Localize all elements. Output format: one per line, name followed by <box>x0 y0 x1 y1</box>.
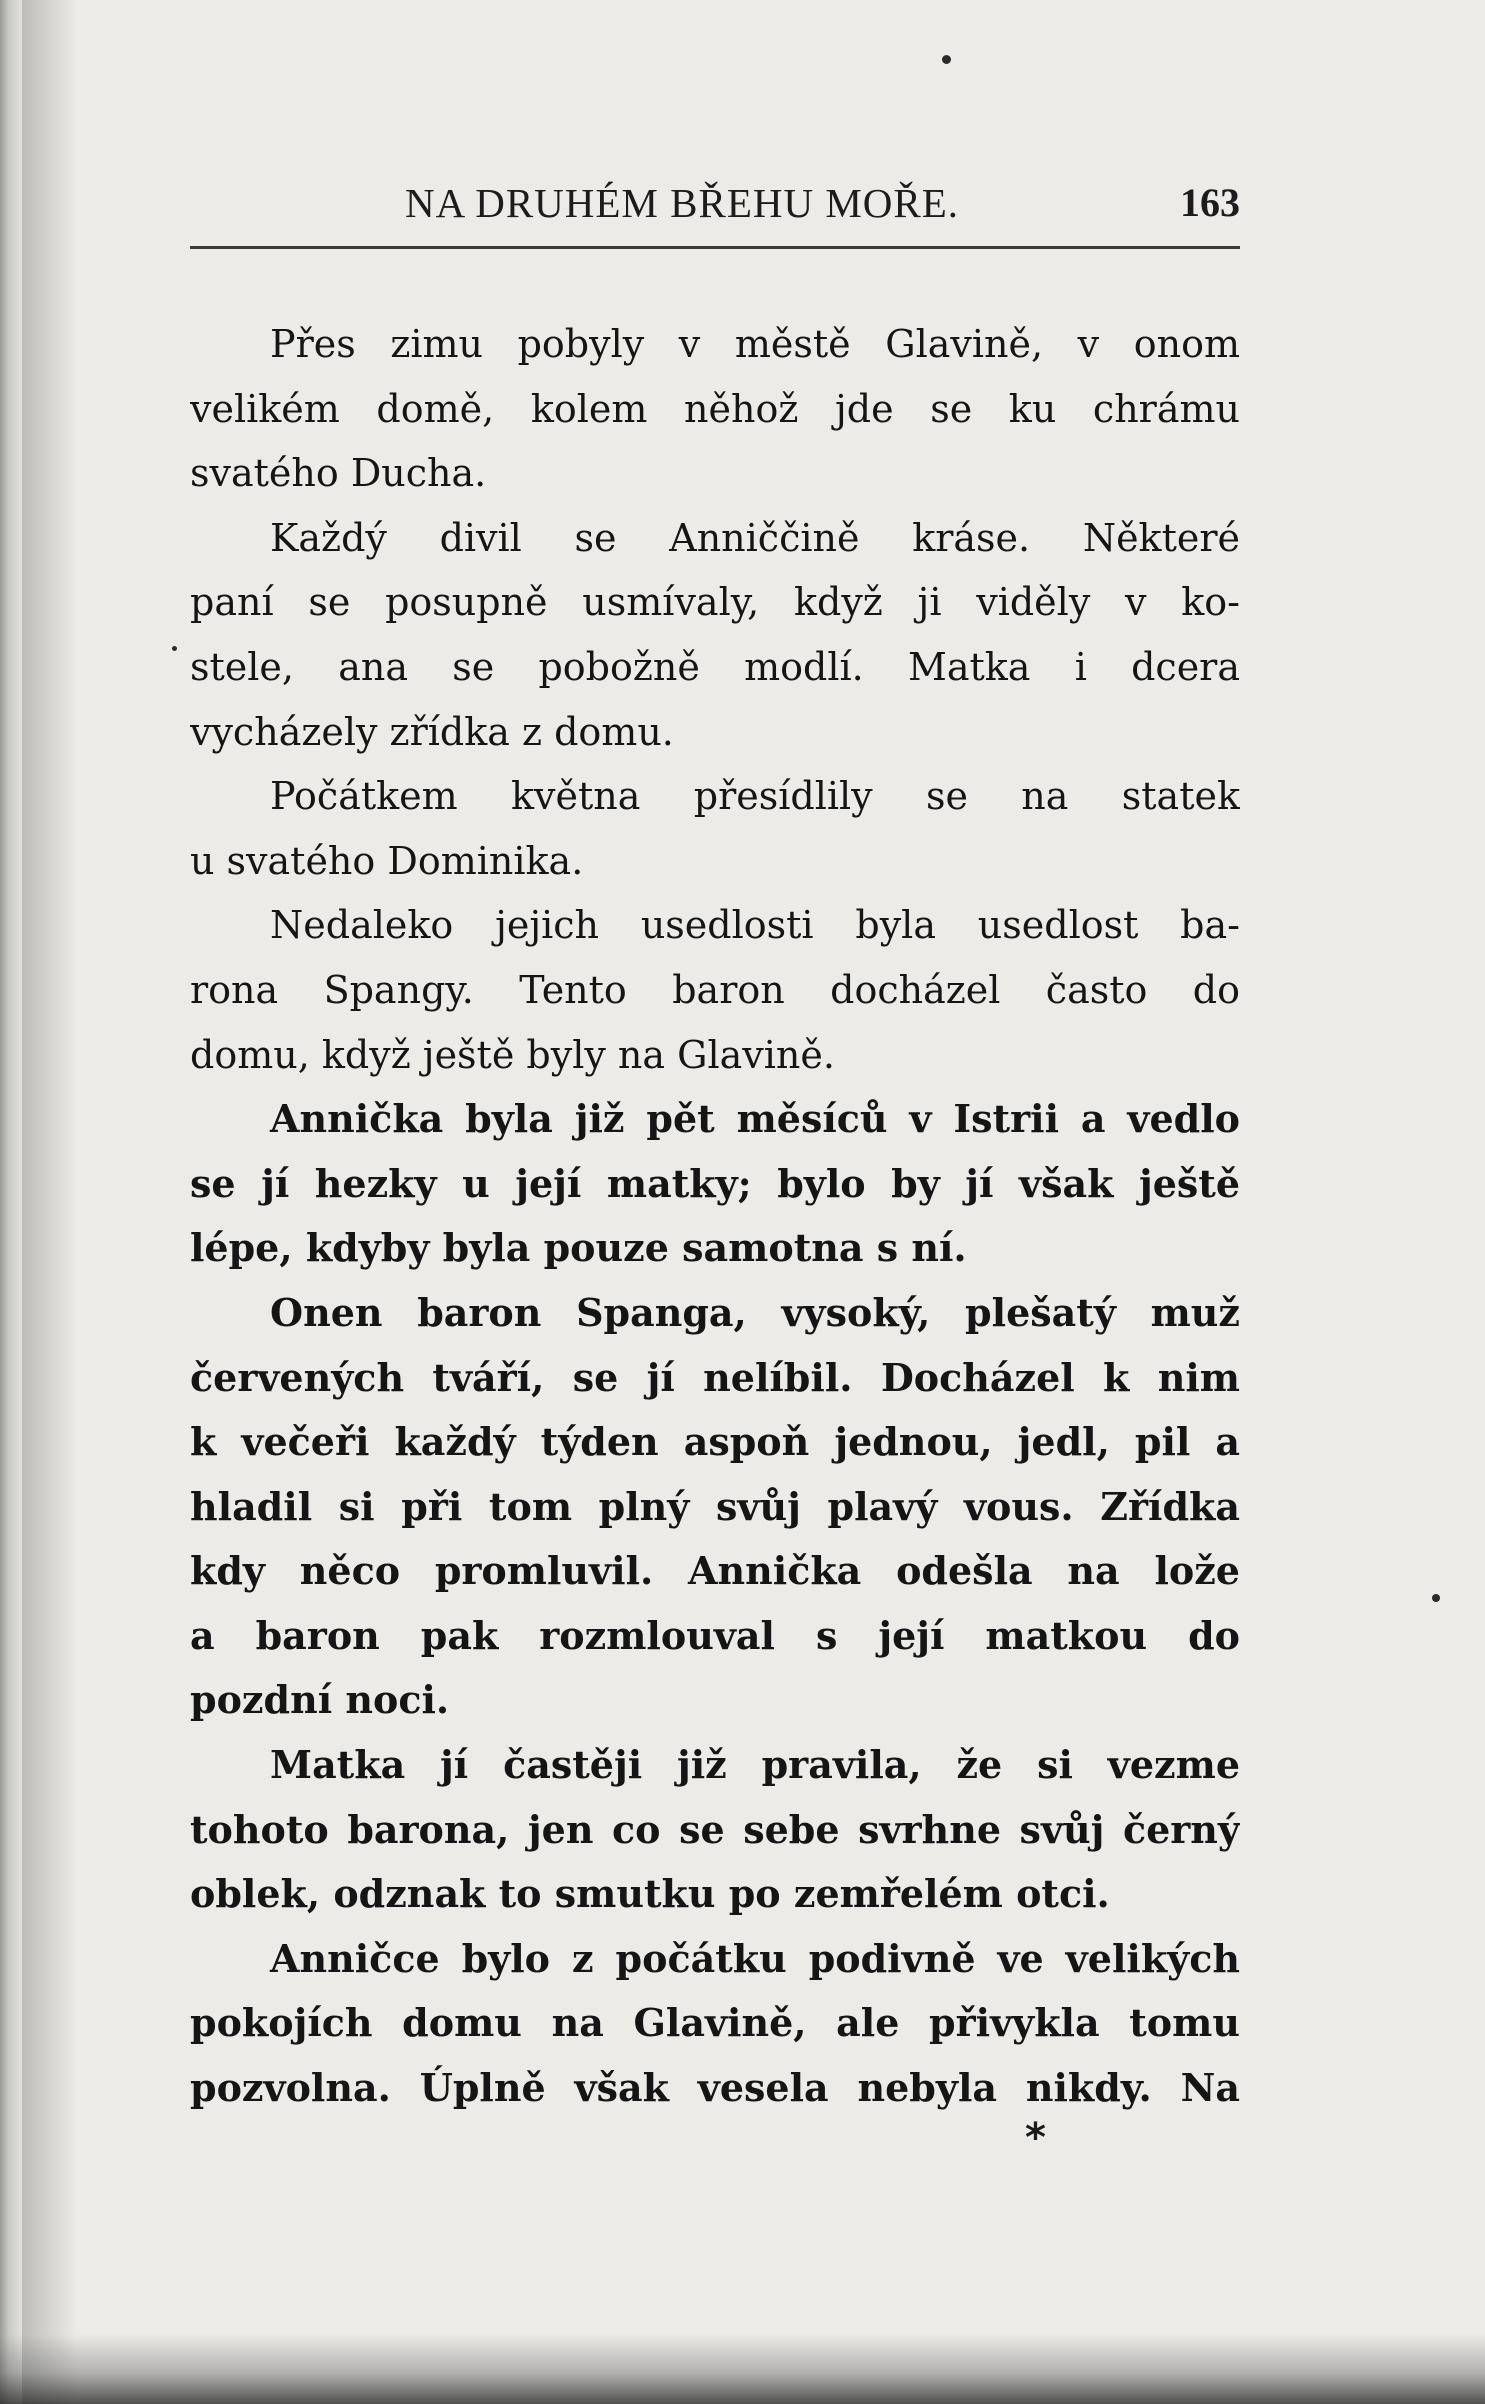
page-bottom-edge <box>0 2334 1485 2404</box>
text-line: lépe, kdyby byla pouze samotna s ní. <box>190 1225 967 1271</box>
page-number: 163 <box>1180 180 1240 225</box>
running-title: NA DRUHÉM BŘEHU MOŘE. <box>405 180 960 226</box>
binding-edge <box>0 0 22 2404</box>
text-line: vycházely zřídka z domu. <box>190 709 674 754</box>
paragraph <box>190 312 1240 506</box>
text-line: paní se posupně usmívaly, když ji viděly v ko- <box>190 580 1240 625</box>
text-line: oblek, odznak to smutku po zemřelém otci. <box>190 1871 1110 1917</box>
text-line: tohoto barona, jen co se sebe svrhne svůj černý <box>190 1806 1240 1852</box>
fold-shadow <box>22 0 77 2404</box>
paragraph <box>190 1087 1240 1281</box>
text-line: k večeři každý týden aspoň jednou, jedl, pil a <box>190 1419 1240 1465</box>
text-line: Onen baron Spanga, vysoký, plešatý muž <box>270 1289 1240 1335</box>
text-line: stele, ana se pobožně modlí. Matka i dcera <box>190 644 1240 689</box>
text-line: Počátkem května přesídlily se na statek <box>270 774 1240 819</box>
text-line: Anničce bylo z počátku podivně ve velikých <box>270 1935 1240 1981</box>
text-line: rona Spangy. Tento baron docházel často do <box>190 967 1240 1012</box>
body-text <box>190 312 1240 2121</box>
paragraph <box>190 1733 1240 1927</box>
paragraph <box>190 506 1240 764</box>
paragraph <box>190 764 1240 893</box>
print-speck <box>172 646 177 651</box>
text-line: kdy něco promluvil. Annička odešla na lože <box>190 1548 1240 1594</box>
print-speck <box>942 55 951 64</box>
text-line: Annička byla již pět měsíců v Istrii a vedlo <box>270 1096 1240 1142</box>
text-line: hladil si při tom plný svůj plavý vous. Zřídka <box>190 1483 1240 1529</box>
text-line: domu, když ještě byly na Glavině. <box>190 1032 835 1077</box>
text-line: Každý divil se Anniččině kráse. Některé <box>270 515 1240 560</box>
text-line: pozdní noci. <box>190 1677 450 1723</box>
text-line: velikém domě, kolem něhož jde se ku chrámu <box>190 386 1240 431</box>
text-line: pozvolna. Úplně však vesela nebyla nikdy. Na <box>190 2065 1240 2111</box>
print-speck <box>1432 1594 1440 1602</box>
text-line: se jí hezky u její matky; bylo by jí však ještě <box>190 1160 1240 1206</box>
text-line: u svatého Dominika. <box>190 838 584 883</box>
text-line: červených tváří, se jí nelíbil. Docházel k nim <box>190 1354 1240 1400</box>
signature-mark: * <box>1025 2115 1046 2161</box>
text-line: a baron pak rozmlouval s její matkou do <box>190 1612 1240 1658</box>
text-line: pokojích domu na Glavině, ale přivykla tomu <box>190 2000 1240 2046</box>
text-line: Nedaleko jejich usedlosti byla usedlost ba- <box>270 903 1240 948</box>
paragraph <box>190 1281 1240 1733</box>
text-line: svatého Ducha. <box>190 451 487 496</box>
header-rule <box>190 246 1240 249</box>
text-line: Přes zimu pobyly v městě Glavině, v onom <box>270 322 1240 366</box>
paragraph <box>190 1927 1240 2121</box>
paragraph <box>190 893 1240 1087</box>
text-line: Matka jí častěji již pravila, že si vezme <box>270 1742 1240 1788</box>
page-header <box>190 178 1240 242</box>
